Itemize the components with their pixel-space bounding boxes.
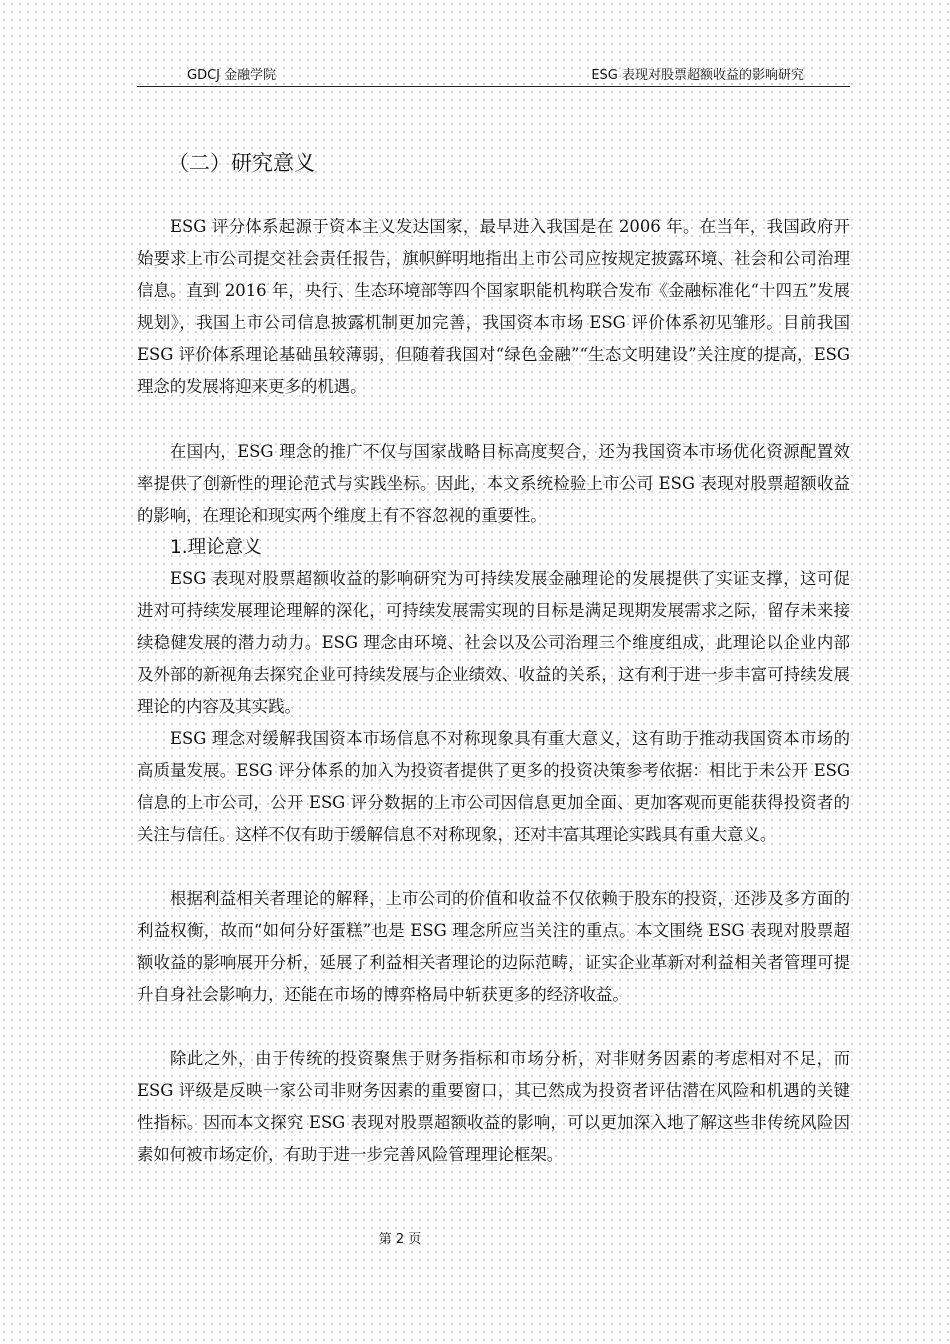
page-header bbox=[137, 66, 850, 87]
header-institute: GDCJ 金融学院 bbox=[187, 68, 277, 83]
header-document-title: ESG 表现对股票超额收益的影响研究 bbox=[591, 68, 804, 83]
body-paragraph: 根据利益相关者理论的解释，上市公司的价值和收益不仅依赖于股东的投资，还涉及多方面的利益权衡，故而“如何分好蛋糕”也是 ESG 理念所应当关注的重点。本文围绕 ESG 表现对股票超额收益的影响展开分析，延展了利益相关者理论的边际范畴，证实企业革新对利益相关者管理可提升自身社会影响力，还能在市场的博弈格局中斩获更多的经济收益。 bbox=[137, 889, 850, 1004]
body-paragraph: ESG 评分体系起源于资本主义发达国家，最早进入我国是在 2006 年。在当年，我国政府开始要求上市公司提交社会责任报告，旗帜鲜明地指出上市公司应按规定披露环境、社会和公司治理信息。直到 2016 年，央行、生态环境部等四个国家职能机构联合发布《金融标准化“十四五”发展规划》，我国上市公司信息披露机制更加完善，我国资本市场 ESG 评价体系初见雏形。目前我国 ESG 评价体系理论基础虽较薄弱，但随着我国对“绿色金融”“生态文明建设”关注度的提高，ESG 理念的发展将迎来更多的机遇。 bbox=[137, 217, 850, 396]
body-paragraph: 除此之外，由于传统的投资聚焦于财务指标和市场分析，对非财务因素的考虑相对不足，而 ESG 评级是反映一家公司非财务因素的重要窗口，其已然成为投资者评估潜在风险和机遇的关键性指标。因而本文探究 ESG 表现对股票超额收益的影响，可以更加深入地了解这些非传统风险因素如何被市场定价，有助于进一步完善风险管理理论框架。 bbox=[137, 1049, 850, 1164]
body-paragraph: ESG 理念对缓解我国资本市场信息不对称现象具有重大意义，这有助于推动我国资本市场的高质量发展。ESG 评分体系的加入为投资者提供了更多的投资决策参考依据：相比于未公开 ESG 信息的上市公司，公开 ESG 评分数据的上市公司因信息更加全面、更加客观而更能获得投资者的关注与信任。这样不仅有助于缓解信息不对称现象，还对丰富其理论实践具有重大意义。 bbox=[137, 729, 850, 844]
page-number: 第 2 页 bbox=[378, 1232, 422, 1247]
body-paragraph: 在国内，ESG 理念的推广不仅与国家战略目标高度契合，还为我国资本市场优化资源配置效率提供了创新性的理论范式与实践坐标。因此，本文系统检验上市公司 ESG 表现对股票超额收益的影响，在理论和现实两个维度上有不容忽视的重要性。 bbox=[137, 442, 850, 525]
subsection-heading: 1.理论意义 bbox=[170, 537, 262, 558]
section-heading: （二）研究意义 bbox=[168, 151, 315, 175]
body-paragraph: ESG 表现对股票超额收益的影响研究为可持续发展金融理论的发展提供了实证支撑，这可促进对可持续发展理论理解的深化，可持续发展需实现的目标是满足现期发展需求之际，留存未来接续稳健发展的潜力动力。ESG 理念由环境、社会以及公司治理三个维度组成，此理论以企业内部及外部的新视角去探究企业可持续发展与企业绩效、收益的关系，这有利于进一步丰富可持续发展理论的内容及其实践。 bbox=[137, 569, 850, 716]
